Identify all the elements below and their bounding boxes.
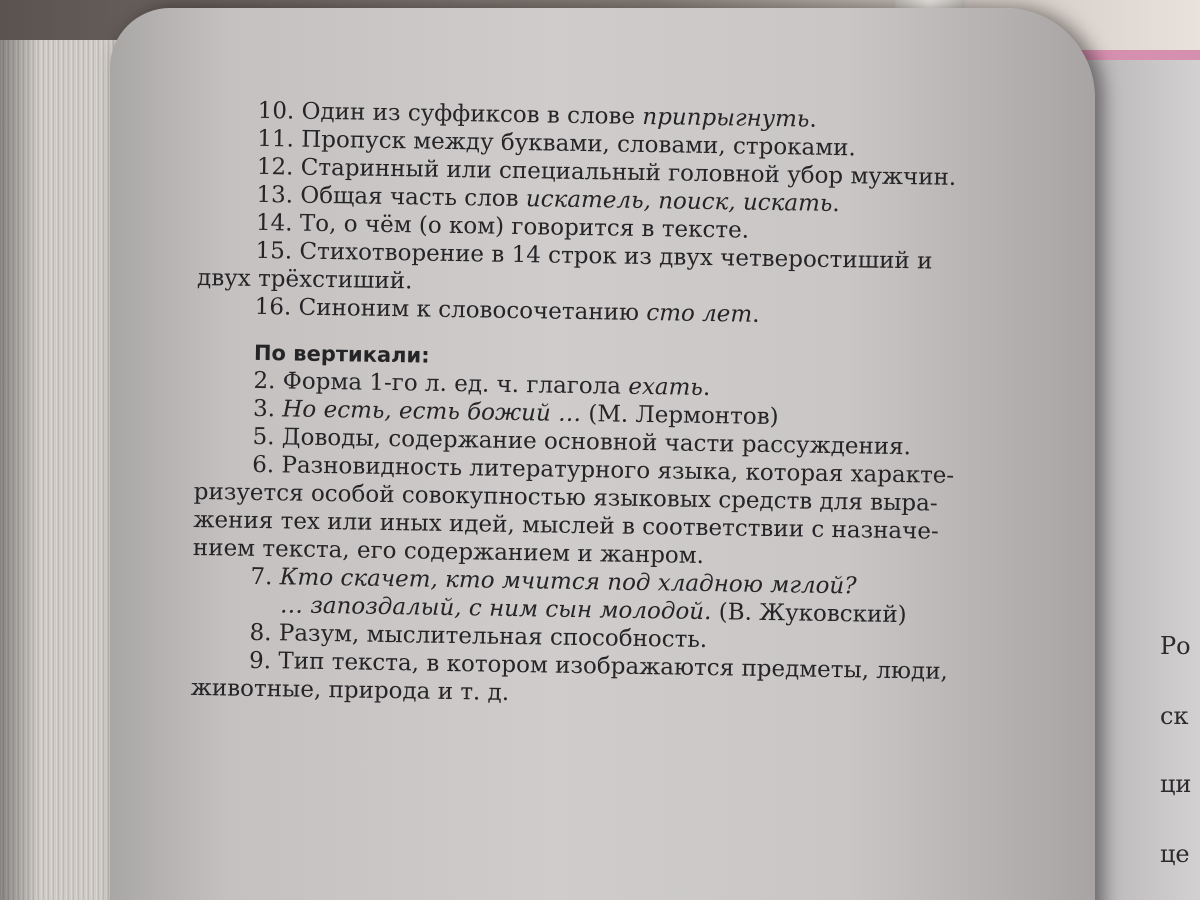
clue-text: ризуется особой совокупностью языковых средств для выра-	[193, 478, 938, 517]
clue-text: Один из суффиксов в слове	[301, 98, 643, 130]
fragment: це	[1160, 840, 1190, 868]
vertical-heading: По вертикали:	[253, 340, 430, 368]
clue-text: Разум, мыслительная способность.	[278, 620, 708, 654]
clue-text: Стихотворение в 14 строк из двух четверостиший и	[299, 238, 933, 275]
fragment: Ро	[1160, 632, 1191, 660]
clue-num: 16.	[254, 293, 299, 321]
crossword-clues	[190, 96, 1059, 715]
clue-num: 9.	[248, 647, 279, 675]
clue-num: 12.	[256, 153, 301, 181]
clue-ital: ехать	[628, 373, 704, 401]
clue-ital: Кто скачет, кто мчится под хладною мглой?	[279, 564, 857, 600]
clue-num: 15.	[255, 237, 300, 265]
clue-text: Старинный или специальный головной убор мужчин.	[300, 154, 957, 191]
clue-text: нием текста, его содержанием и жанром.	[192, 534, 705, 569]
clue-text: Тип текста, в котором изображаются предметы, люди,	[278, 648, 949, 685]
clue-num: 14.	[255, 209, 301, 237]
clue-tail: .	[752, 301, 760, 328]
clue-text: Синоним к словосочетанию	[298, 294, 647, 327]
vertical-clues	[190, 366, 1055, 715]
clue-text: Общая часть слов	[300, 182, 527, 213]
clue-tail: .	[702, 374, 711, 402]
clue-text: двух трёхстиший.	[196, 264, 413, 295]
clue-tail: .	[809, 106, 817, 133]
clue-tail: .	[832, 190, 840, 218]
clue-num: 13.	[256, 181, 301, 209]
clue-text: То, о чём (о ком) говорится в тексте.	[299, 210, 750, 244]
clue-num: 10.	[257, 97, 302, 125]
clue-ital: Но есть, есть божий …	[282, 396, 582, 428]
clue-text: животные, природа и т. д.	[190, 674, 510, 706]
clue-num: 7.	[250, 563, 280, 591]
clue-tail: (М. Лермонтов)	[580, 401, 779, 431]
clue-ital: сто лет	[646, 300, 753, 328]
clue-num: 6.	[252, 451, 282, 479]
clue-text: Форма 1-го л. ед. ч. глагола	[282, 368, 629, 400]
fragment: ци	[1160, 770, 1192, 798]
clue-text: Разновидность литературного языка, которая характе-	[281, 452, 955, 489]
fragment: ск	[1160, 702, 1189, 730]
clue-ital: припрыгнуть	[642, 103, 810, 133]
horizontal-clues	[196, 96, 1059, 333]
clue-text: жения тех или иных идей, мыслей в соответствии с назначе-	[193, 506, 939, 545]
clue-num: 3.	[252, 395, 283, 423]
clue-ital: … запоздалый, с ним сын молодой.	[279, 592, 712, 626]
clue-num: 11.	[257, 125, 302, 153]
clue-num: 8.	[249, 619, 280, 647]
clue-text: Доводы, содержание основной части рассуждения.	[281, 424, 912, 461]
clue-num: 5.	[252, 423, 283, 451]
clue-text: Пропуск между буквами, словами, строками.	[301, 126, 856, 162]
clue-tail: (В. Жуковский)	[711, 599, 907, 629]
clue-num: 2.	[253, 367, 283, 395]
clue-ital: искатель, поиск, искать	[525, 186, 833, 217]
